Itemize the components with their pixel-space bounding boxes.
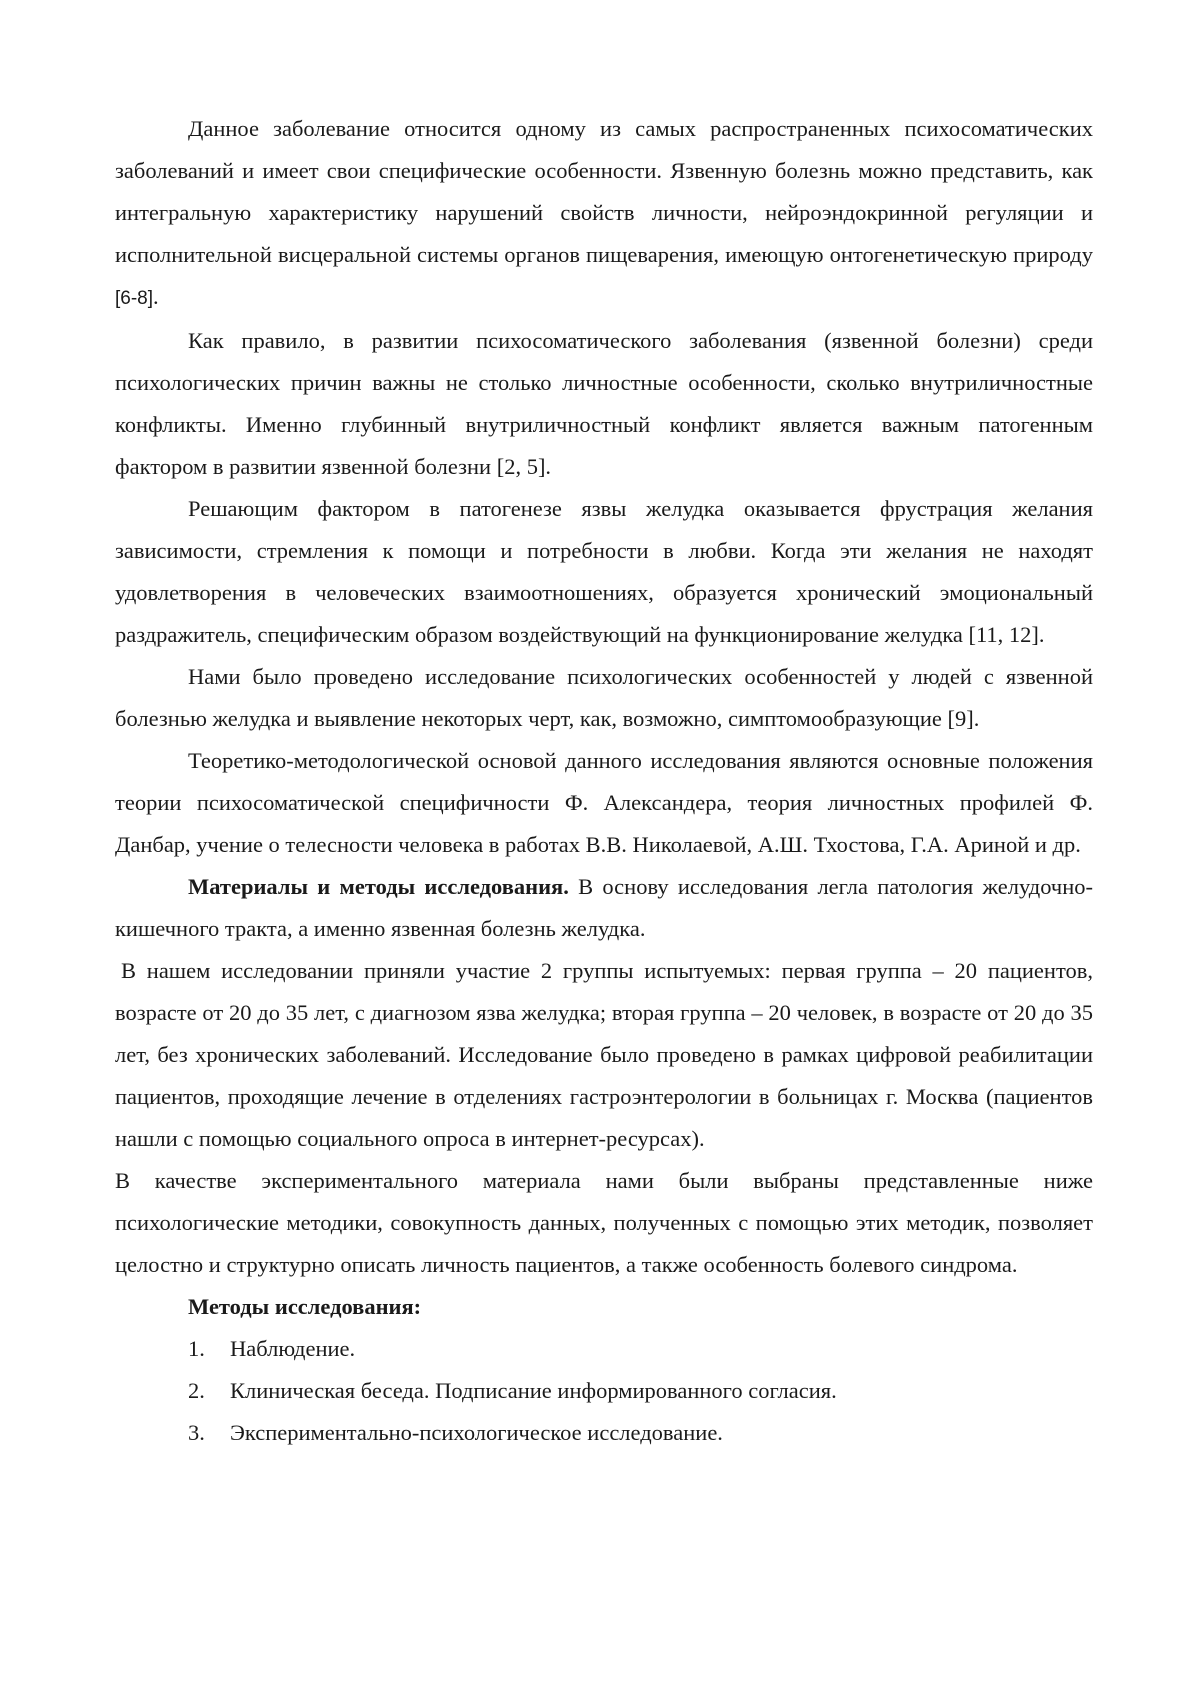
paragraph-text: В нашем исследовании приняли участие 2 группы испытуемых: первая группа – 20 пациентов, возрасте от 20 до 35 лет, с диагнозом язва желудка; вторая группа – 20 человек, в возрасте от 20 до 35 лет, без хронических заболеваний. Исследование было проведено в рамках цифровой реабилитации пациентов, проходящие лечение в отделениях гастроэнтерологии в больницах г. Москва (пациентов нашли с помощью социального опроса в интернет-ресурсах). bbox=[115, 958, 1093, 1151]
citation-ref: [6-8] bbox=[115, 288, 153, 309]
list-item bbox=[115, 1412, 1093, 1454]
paragraph-text: Как правило, в развитии психосоматического заболевания (язвенной болезни) среди психологических причин важны не столько личностные особенности, сколько внутриличностные конфликты. Именно глубинный внутриличностный конфликт является важным патогенным фактором в развитии язвенной болезни [2, 5]. bbox=[115, 328, 1093, 479]
paragraph-text: Данное заболевание относится одному из самых распространенных психосоматических заболеваний и имеет свои специфические особенности. Язвенную болезнь можно представить, как интегральную характеристику нарушений свойств личности, нейроэндокринной регуляции и исполнительной висцеральной системы органов пищеварения, имеющую онтогенетическую природу bbox=[115, 116, 1093, 267]
paragraph-text-tail: . bbox=[153, 284, 159, 309]
paragraph-disease-overview bbox=[115, 108, 1093, 320]
list-item-number: 3. bbox=[188, 1412, 205, 1454]
list-item-number: 2. bbox=[188, 1370, 205, 1412]
methods-list bbox=[115, 1328, 1093, 1454]
list-item-number: 1. bbox=[188, 1328, 205, 1370]
list-item bbox=[115, 1328, 1093, 1370]
document-page bbox=[115, 108, 1093, 1454]
paragraph-methodology-basis bbox=[115, 740, 1093, 866]
list-item-text: Экспериментально-психологическое исследование. bbox=[230, 1420, 723, 1445]
paragraph-text: В качестве экспериментального материала нами были выбраны представленные ниже психологические методики, совокупность данных, полученных с помощью этих методик, позволяет целостно и структурно описать личность пациентов, а также особенность болевого синдрома. bbox=[115, 1168, 1093, 1277]
paragraph-psychological-causes bbox=[115, 320, 1093, 488]
list-item-text: Клиническая беседа. Подписание информированного согласия. bbox=[230, 1378, 837, 1403]
paragraph-pathogenesis bbox=[115, 488, 1093, 656]
paragraph-text: В основу исследования легла патология желудочно-кишечного тракта, а именно язвенная болезнь желудка. bbox=[115, 874, 1093, 941]
paragraph-experimental-material bbox=[115, 1160, 1093, 1286]
methods-heading: Методы исследования: bbox=[115, 1286, 1093, 1328]
paragraph-materials-methods bbox=[115, 866, 1093, 950]
paragraph-study-intro bbox=[115, 656, 1093, 740]
paragraph-text: Решающим фактором в патогенезе язвы желудка оказывается фрустрация желания зависимости, стремления к помощи и потребности в любви. Когда эти желания не находят удовлетворения в человеческих взаимоотношениях, образуется хронический эмоциональный раздражитель, специфическим образом воздействующий на функционирование желудка [11, 12]. bbox=[115, 496, 1093, 647]
paragraph-participants bbox=[115, 950, 1093, 1160]
paragraph-text: Нами было проведено исследование психологических особенностей у людей с язвенной болезнью желудка и выявление некоторых черт, как, возможно, симптомообразующие [9]. bbox=[115, 664, 1093, 731]
paragraph-text: Теоретико-методологической основой данного исследования являются основные положения теории психосоматической специфичности Ф. Александера, теория личностных профилей Ф. Данбар, учение о телесности человека в работах В.В. Николаевой, А.Ш. Тхостова, Г.А. Ариной и др. bbox=[115, 748, 1093, 857]
list-item-text: Наблюдение. bbox=[230, 1336, 355, 1361]
section-title-materials: Материалы и методы исследования. bbox=[188, 874, 569, 899]
list-item bbox=[115, 1370, 1093, 1412]
